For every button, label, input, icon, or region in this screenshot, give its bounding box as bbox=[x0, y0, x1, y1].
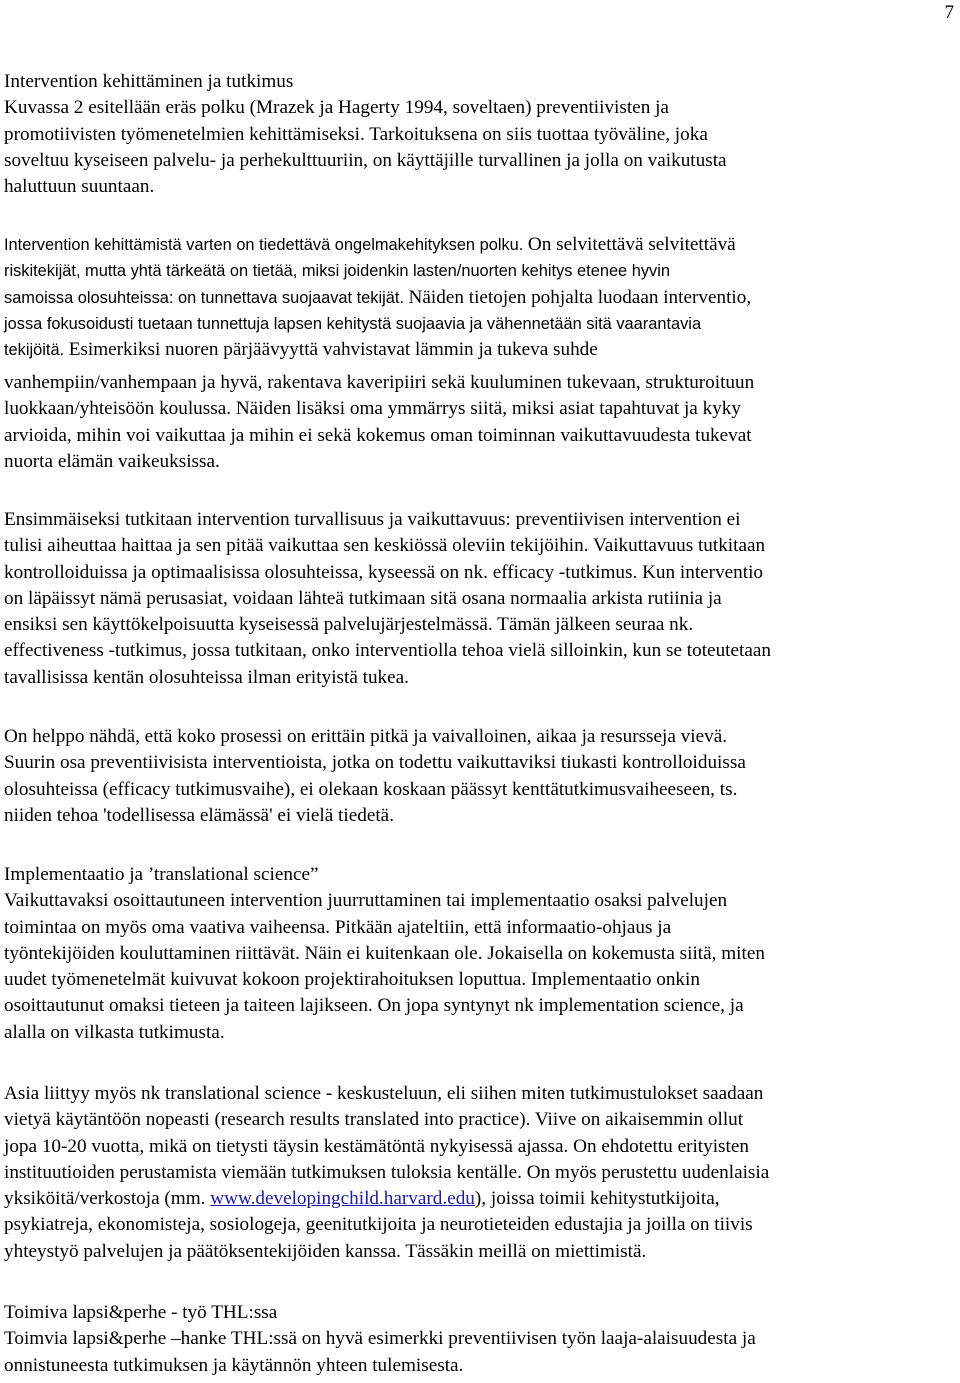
text-run: yksiköitä/verkostoja (mm. bbox=[4, 1188, 211, 1210]
text-line: nuorta elämän vaikeuksissa. bbox=[4, 450, 220, 472]
text-line: jossa fokusoidusti tuetaan tunnettuja lapsen kehitystä suojaavia ja vähennetään sitä vaarantavia bbox=[4, 314, 702, 333]
text-line: Kuvassa 2 esitellään eräs polku (Mrazek ja Hagerty 1994, soveltaen) preventiivisten ja bbox=[4, 97, 669, 119]
text-line bbox=[4, 1186, 956, 1212]
text-line: ensiksi sen käyttökelpoisuutta kyseisessä palvelujärjestelmässä. Tämän jälkeen seuraa nk. bbox=[4, 614, 694, 636]
text-line: promotiivisten työmenetelmien kehittämiseksi. Tarkoituksena on siis tuottaa työväline, joka bbox=[4, 123, 708, 145]
text-line: haluttuun suuntaan. bbox=[4, 176, 155, 198]
text-run: Intervention kehittämistä varten on tiedettävä ongelmakehityksen polku. bbox=[4, 236, 528, 254]
paragraph-efficacy bbox=[4, 507, 956, 691]
paragraph-long-process bbox=[4, 724, 956, 829]
paragraph-problem-path-cont bbox=[4, 370, 956, 475]
text-run: Näiden tietojen pohjalta luodaan interventio, bbox=[408, 286, 752, 308]
text-line: riskitekijät, mutta yhtä tärkeätä on tietää, miksi joidenkin lasten/nuorten kehitys etenee hyvin bbox=[4, 262, 670, 281]
text-line: niiden tehoa 'todellisessa elämässä' ei vielä tiedetä. bbox=[4, 804, 394, 826]
paragraph-translational bbox=[4, 1081, 956, 1265]
text-line: tulisi aiheuttaa haittaa ja sen pitää vaikuttaa sen keskiössä oleviin tekijöihin. Vaikuttavuus tutkitaan bbox=[4, 535, 766, 557]
text-line: Asia liittyy myös nk translational science - keskusteluun, eli siihen miten tutkimustulokset saadaan bbox=[4, 1083, 764, 1104]
text-line: On helppo nähdä, että koko prosessi on erittäin pitkä ja vaivalloinen, aikaa ja resursseja vievä. bbox=[4, 726, 728, 747]
paragraph-problem-path bbox=[4, 232, 956, 363]
text-line: vietyä käytäntöön nopeasti (research results translated into practice). Viive on aikaisemmin ollut bbox=[4, 1109, 744, 1131]
text-line: arvioida, mihin voi vaikuttaa ja mihin ei sekä kokemus oman toiminnan vaikuttavuudesta tukevat bbox=[4, 424, 752, 446]
text-line: luokkaan/yhteisöön koulussa. Näiden lisäksi oma ymmärrys siitä, miksi asiat tapahtuvat ja kyky bbox=[4, 398, 741, 420]
text-line: Toimvia lapsi&perhe –hanke THL:ssä on hyvä esimerkki preventiivisen työn laaja-alaisuudesta ja bbox=[4, 1328, 756, 1350]
paragraph-thl bbox=[4, 1300, 956, 1379]
text-line: alalla on vilkasta tutkimusta. bbox=[4, 1021, 225, 1043]
text-line: yhteystyö palvelujen ja päätöksentekijöiden kanssa. Tässäkin meillä on miettimistä. bbox=[4, 1240, 647, 1262]
text-run: tekijöitä. bbox=[4, 341, 69, 360]
text-line: instituutioiden perustamista viemään tutkimuksen tuloksia kentälle. On myös perustettu uudenlaisia bbox=[4, 1161, 770, 1183]
text-line: psykiatreja, ekonomisteja, sosiologeja, geenitutkijoita ja neurotieteiden edustajia ja joilla on tiivis bbox=[4, 1214, 753, 1236]
text-line: työntekijöiden kouluttaminen riittävät. Näin ei kuitenkaan ole. Jokaisella on kokemusta siitä, miten bbox=[4, 942, 765, 964]
text-line bbox=[4, 285, 956, 311]
text-run: samoissa olosuhteissa: on tunnettava suojaavat tekijät. bbox=[4, 288, 409, 307]
text-line: Vaikuttavaksi osoittautuneen intervention juurruttaminen tai implementaatio osaksi palvelujen bbox=[4, 890, 728, 912]
text-run: On selvitettävä selvitettävä bbox=[527, 234, 736, 255]
text-line: soveltuu kyseiseen palvelu- ja perhekulttuuriin, on käyttäjille turvallinen ja jolla on vaikutusta bbox=[4, 149, 727, 171]
text-line: onnistuneesta tutkimuksen ja käytännön yhteen tulemisesta. bbox=[4, 1354, 464, 1376]
text-line: effectiveness -tutkimus, jossa tutkitaan, onko interventiolla tehoa vielä silloinkin, kun se toteutetaan bbox=[4, 640, 771, 662]
developingchild-link[interactable]: www.developingchild.harvard.edu bbox=[210, 1188, 475, 1210]
text-line: olosuhteissa (efficacy tutkimusvaihe), ei olekaan koskaan päässyt kenttätutkimusvaiheeseen, ts. bbox=[4, 778, 738, 800]
section-heading: Implementaatio ja ’translational science” bbox=[4, 864, 319, 885]
text-line: vanhempiin/vanhempaan ja hyvä, rakentava kaveripiiri sekä kuuluminen tukevaan, strukturoituun bbox=[4, 372, 755, 393]
section-heading: Toimiva lapsi&perhe - työ THL:ssa bbox=[4, 1302, 278, 1323]
text-run: ), joissa toimii kehitystutkijoita, bbox=[474, 1188, 720, 1210]
text-line bbox=[4, 337, 956, 363]
text-line: osoittautunut omaksi tieteen ja taiteen lajikseen. On jopa syntynyt nk implementation science, ja bbox=[4, 995, 744, 1017]
text-run: Esimerkiksi nuoren pärjäävyyttä vahvistavat lämmin ja tukeva suhde bbox=[68, 339, 598, 361]
text-line: toimintaa on myös oma vaativa vaiheensa. Pitkään ajateltiin, että informaatio-ohjaus ja bbox=[4, 916, 672, 938]
text-line: Ensimmäiseksi tutkitaan intervention turvallisuus ja vaikuttavuus: preventiivisen intervention ei bbox=[4, 509, 741, 530]
paragraph-intervention bbox=[4, 69, 956, 200]
text-line: Suurin osa preventiivisista interventioista, jotka on todettu vaikuttaviksi tiukasti kontrolloiduissa bbox=[4, 752, 746, 774]
text-line: jopa 10-20 vuotta, mikä on tietysti täysin kestämätöntä nykyisessä ajassa. On ehdotettu erityisten bbox=[4, 1135, 749, 1157]
page-number: 7 bbox=[944, 2, 954, 23]
section-heading: Intervention kehittäminen ja tutkimus bbox=[4, 71, 294, 92]
text-line: tavallisissa kentän olosuhteissa ilman erityistä tukea. bbox=[4, 666, 409, 688]
text-line: uudet työmenetelmät kuivuvat kokoon projektirahoituksen loputtua. Implementaatio onkin bbox=[4, 969, 700, 991]
text-line: kontrolloiduissa ja optimaalisissa olosuhteissa, kyseessä on nk. efficacy -tutkimus. Kun interventio bbox=[4, 561, 764, 583]
text-line bbox=[4, 232, 956, 258]
paragraph-implementation bbox=[4, 862, 956, 1046]
text-line: on läpäissyt nämä perusasiat, voidaan lähteä tutkimaan sitä osana normaalia arkista rutiinia ja bbox=[4, 587, 722, 609]
